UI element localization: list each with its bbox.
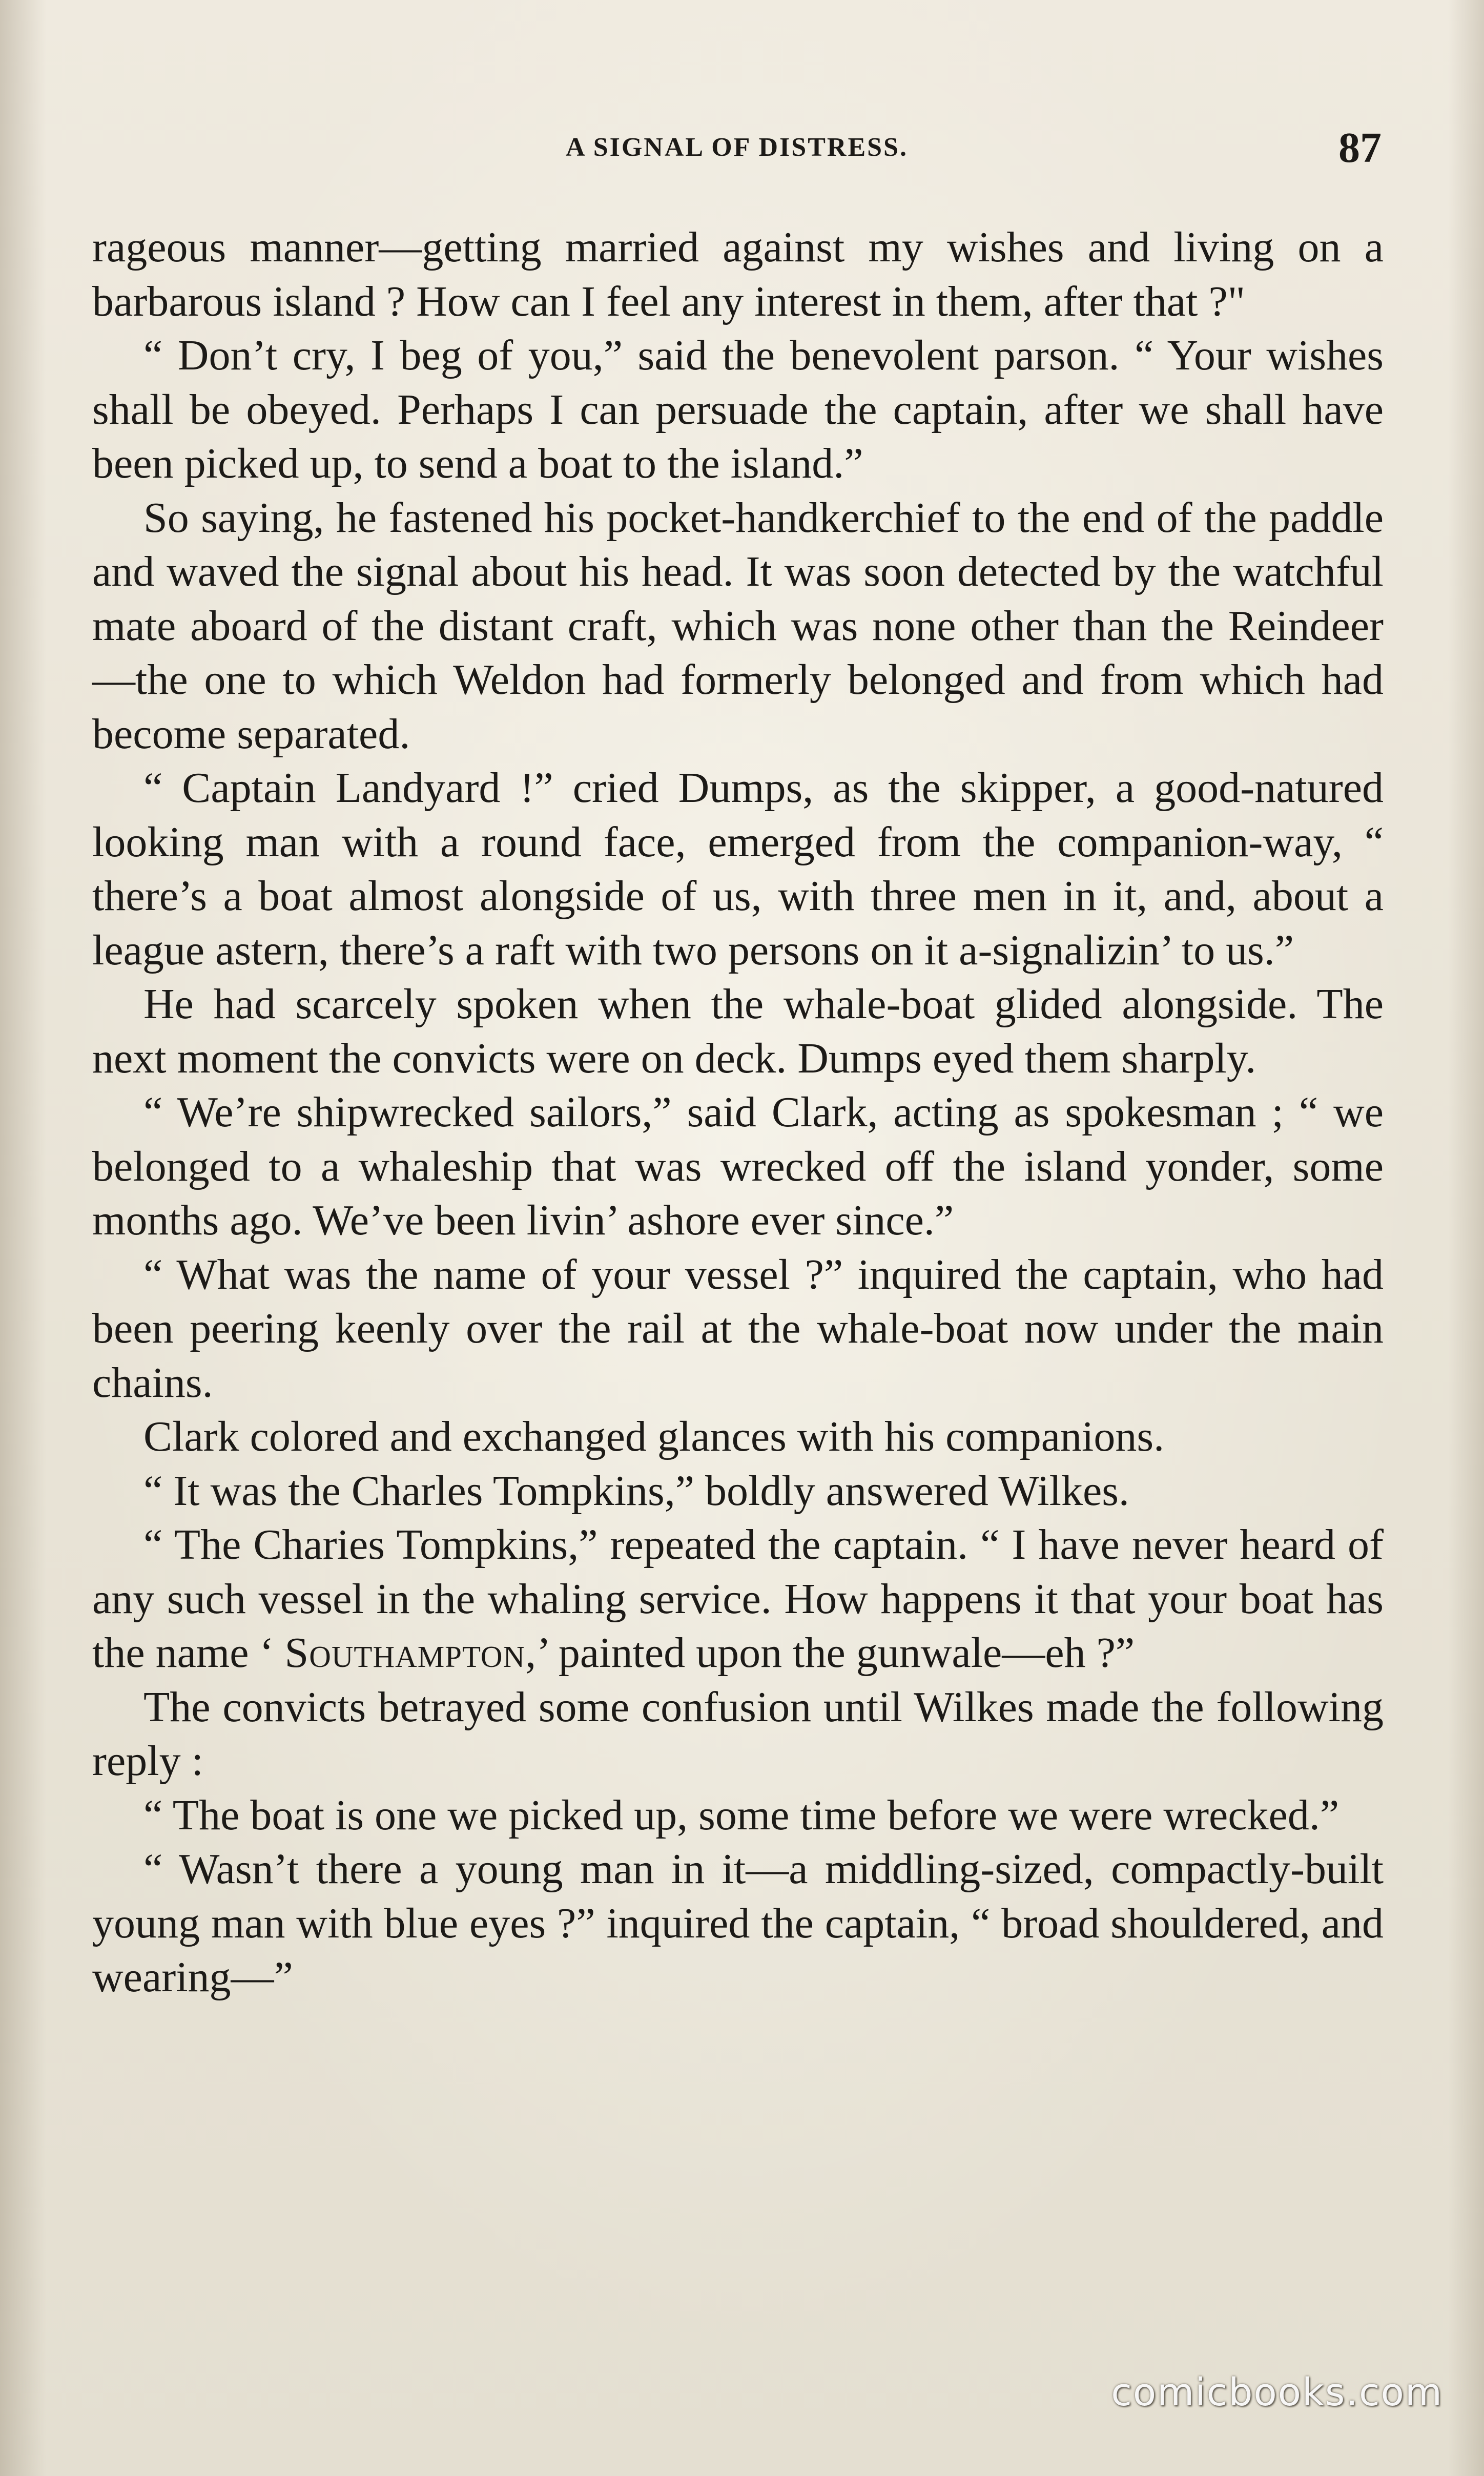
watermark: comicbooks.com	[1111, 2370, 1443, 2415]
paragraph-13: “ Wasn’t there a young man in it—a middling-sized, compactly-built young man with blue eyes ?” inquired the captain, “ broad shouldered, and wearing—”	[92, 1845, 1384, 2001]
paragraph-10-before: “ The Charies Tompkins,” repeated the captain. “ I have never heard of any such vessel in the whaling service. How happens it that your boat has the name ‘	[92, 1521, 1384, 1677]
paragraph-3: So saying, he fastened his pocket-handkerchief to the end of the paddle and waved the signal about his head. It was soon detected by the watchful mate aboard of the distant craft, which was none other than the Reindeer—the one to which Weldon had formerly belonged and from which had become separated.	[92, 493, 1384, 758]
paragraph-1: rageous manner—getting married against my wishes and living on a barbarous island ? How can I feel any interest in them, after that ?"	[92, 223, 1384, 325]
paragraph-8: Clark colored and exchanged glances with his companions.	[143, 1413, 1165, 1460]
body-text	[92, 220, 1384, 2005]
paragraph-11: The convicts betrayed some confusion until Wilkes made the following reply :	[92, 1683, 1384, 1785]
ship-name-smallcaps: Southampton,	[284, 1629, 537, 1677]
paragraph-5: He had scarcely spoken when the whale-boat glided alongside. The next moment the convicts were on deck. Dumps eyed them sharply.	[92, 980, 1384, 1082]
paragraph-9: “ It was the Charles Tompkins,” boldly answered Wilkes.	[143, 1467, 1129, 1515]
paragraph-12: “ The boat is one we picked up, some time before we were wrecked.”	[143, 1791, 1339, 1839]
paragraph-10	[92, 1518, 1384, 1680]
paragraph-2: “ Don’t cry, I beg of you,” said the benevolent parson. “ Your wishes shall be obeyed. Perhaps I can persuade the captain, after we shall have been picked up, to send a boat to the island.”	[92, 332, 1384, 487]
paragraph-7: “ What was the name of your vessel ?” inquired the captain, who had been peering keenly over the rail at the whale-boat now under the main chains.	[92, 1250, 1384, 1407]
running-head	[92, 123, 1382, 179]
paragraph-4: “ Captain Landyard !” cried Dumps, as the skipper, a good-natured looking man with a round face, emerged from the companion-way, “ there’s a boat almost alongside of us, with three men in it, and, about a league astern, there’s a raft with two persons on it a-signalizin’ to us.”	[92, 764, 1384, 974]
running-title: A SIGNAL OF DISTRESS.	[566, 133, 908, 162]
paragraph-10-after: ’ painted upon the gunwale—eh ?”	[537, 1629, 1135, 1677]
page-number: 87	[1338, 124, 1382, 172]
paragraph-6: “ We’re shipwrecked sailors,” said Clark, acting as spokesman ; “ we belonged to a whaleship that was wrecked off the island yonder, some months ago. We’ve been livin’ ashore ever since.”	[92, 1088, 1384, 1244]
